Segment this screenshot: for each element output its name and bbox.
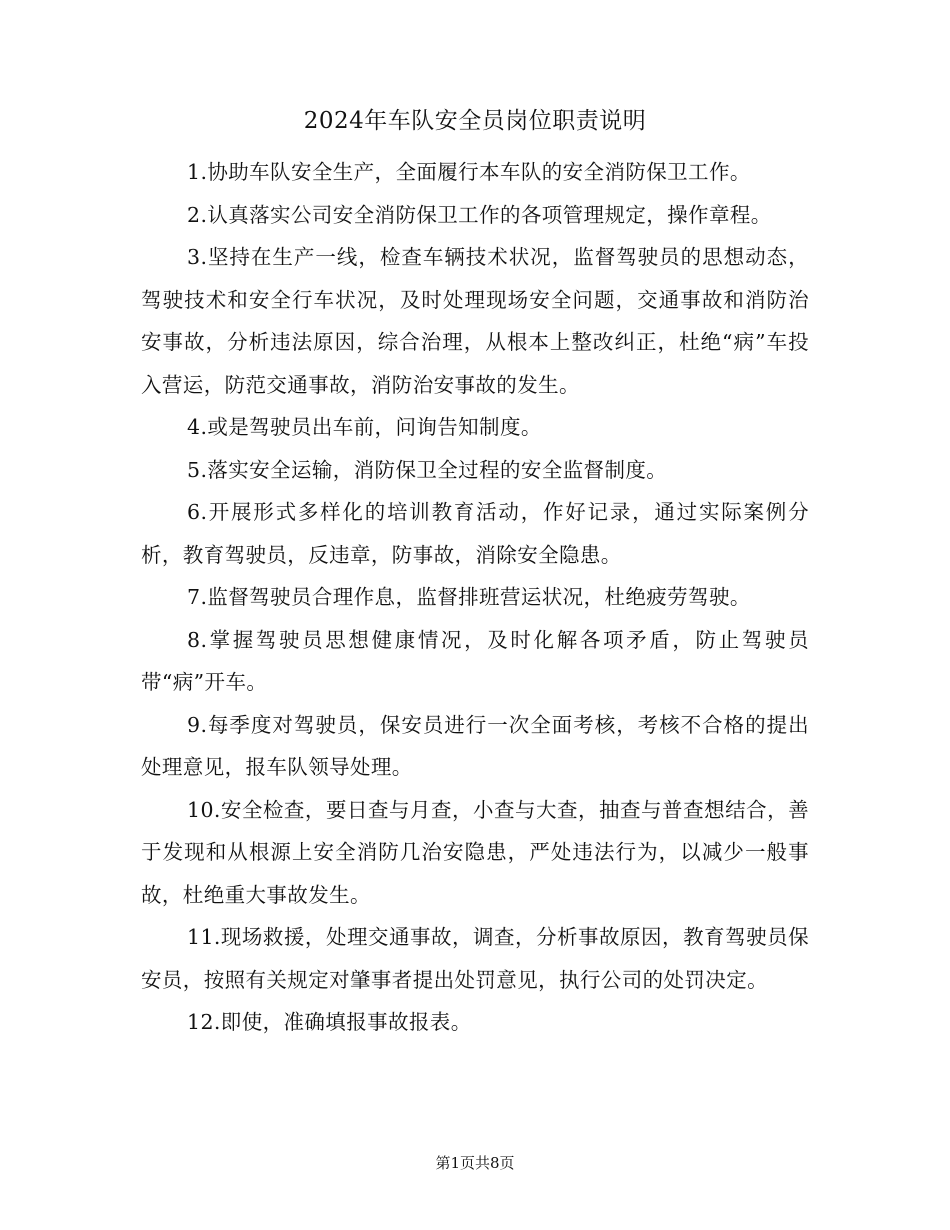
document-body: [141, 151, 809, 1044]
paragraph-1: 1.协助车队安全生产，全面履行本车队的安全消防保卫工作。: [187, 160, 751, 184]
paragraph-10: 10.安全检查，要日查与月查，小查与大查，抽查与普查想结合，善于发现和从根源上安全消防几治安隐患，严处违法行为，以减少一般事故，杜绝重大事故发生。: [141, 797, 809, 907]
document-title: 2024年车队安全员岗位职责说明: [303, 108, 647, 134]
paragraph-3: 3.坚持在生产一线，检查车辆技术状况，监督驾驶员的思想动态，驾驶技术和安全行车状况，及时处理现场安全问题，交通事故和消防治安事故，分析违法原因，综合治理，从根本上整改纠正，杜绝“病”车投入营运，防范交通事故，消防治安事故的发生。: [141, 245, 809, 397]
paragraph-12: 12.即使，准确填报事故报表。: [187, 1010, 472, 1034]
paragraph-4: 4.或是驾驶员出车前，问询告知制度。: [187, 415, 542, 439]
paragraph-8: 8.掌握驾驶员思想健康情况，及时化解各项矛盾，防止驾驶员带“病”开车。: [141, 627, 809, 694]
page-number-footer: 第1页共8页: [435, 1154, 515, 1172]
paragraph-6: 6.开展形式多样化的培训教育活动，作好记录，通过实际案例分析，教育驾驶员，反违章，防事故，消除安全隐患。: [141, 500, 809, 567]
paragraph-7: 7.监督驾驶员合理作息，监督排班营运状况，杜绝疲劳驾驶。: [187, 585, 751, 609]
paragraph-11: 11.现场救援，处理交通事故，调查，分析事故原因，教育驾驶员保安员，按照有关规定对肇事者提出处罚意见，执行公司的处罚决定。: [141, 925, 809, 992]
paragraph-9: 9.每季度对驾驶员，保安员进行一次全面考核，考核不合格的提出处理意见，报车队领导处理。: [141, 712, 809, 779]
paragraph-5: 5.落实安全运输，消防保卫全过程的安全监督制度。: [187, 457, 668, 482]
paragraph-2: 2.认真落实公司安全消防保卫工作的各项管理规定，操作章程。: [187, 202, 772, 227]
